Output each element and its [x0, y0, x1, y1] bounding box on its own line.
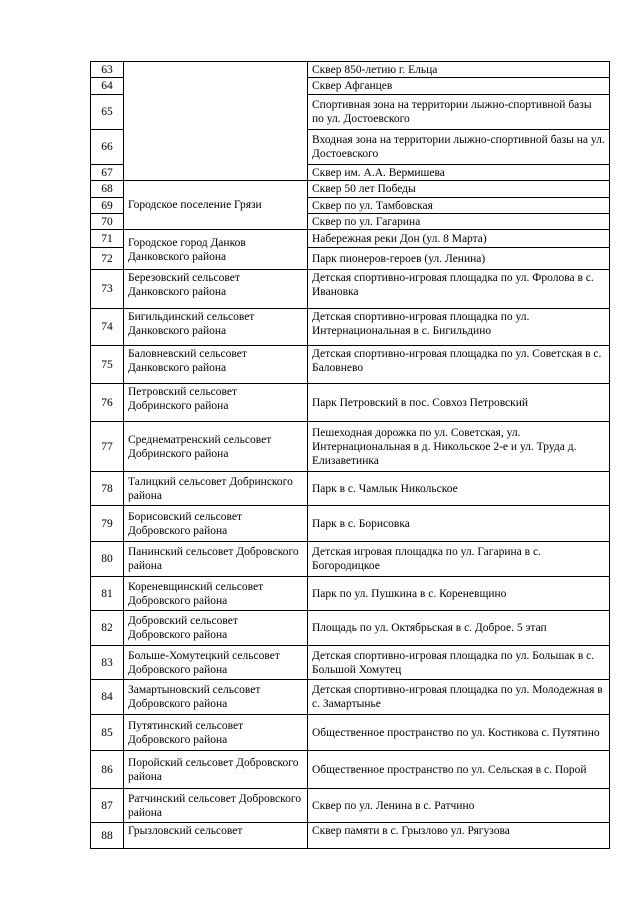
place-cell: Детская спортивно-игровая площадка по ул. Интернациональная в с. Бигильдино: [308, 309, 610, 346]
place-cell: Парк пионеров-героев (ул. Ленина): [308, 248, 610, 270]
municipality-line: Данковского района: [128, 250, 227, 263]
municipality-cell: [124, 62, 308, 181]
place-cell: Сквер 50 лет Победы: [308, 181, 610, 198]
table-row: [91, 346, 610, 384]
place-cell: Сквер по ул. Ленина в с. Ратчино: [308, 789, 610, 823]
table-row: [91, 823, 610, 849]
table-row: [91, 577, 610, 611]
place-cell: Детская спортивно-игровая площадка по ул. Советская в с. Баловнево: [308, 346, 610, 384]
table-row: [91, 646, 610, 680]
municipality-cell: Березовский сельсовет Данковского района: [124, 270, 308, 309]
row-number: 68: [91, 181, 124, 198]
row-number: 83: [91, 646, 124, 680]
municipality-cell: Петровский сельсовет Добринского района: [124, 384, 308, 422]
row-number: 76: [91, 384, 124, 422]
place-cell: Парк в с. Чамлык Никольское: [308, 472, 610, 506]
municipality-cell: Панинский сельсовет Добровского района: [124, 542, 308, 577]
municipality-cell: Замартыновский сельсовет Добровского района: [124, 680, 308, 715]
place-cell: Парк Петровский в пос. Совхоз Петровский: [308, 384, 610, 422]
table-row: [91, 506, 610, 542]
place-cell: Набережная реки Дон (ул. 8 Марта): [308, 230, 610, 248]
municipality-cell: Городское поселение Грязи: [124, 181, 308, 230]
place-cell: Площадь по ул. Октябрьская в с. Доброе. 5 этап: [308, 611, 610, 646]
table-row: [91, 309, 610, 346]
table-row: [91, 751, 610, 789]
municipality-cell: Баловневский сельсовет Данковского района: [124, 346, 308, 384]
municipality-cell: Среднематренский сельсовет Добринского района: [124, 422, 308, 472]
row-number: 87: [91, 789, 124, 823]
municipality-cell: Добровский сельсовет Добровского района: [124, 611, 308, 646]
municipality-cell: [124, 230, 308, 270]
municipality-cell: Больше-Хомутецкий сельсовет Добровского района: [124, 646, 308, 680]
place-cell: Входная зона на территории лыжно-спортивной базы на ул. Достоевского: [308, 130, 610, 165]
place-cell: Сквер памяти в с. Грызлово ул. Рягузова: [308, 823, 610, 849]
municipality-cell: Бигильдинский сельсовет Данковского района: [124, 309, 308, 346]
row-number: 72: [91, 248, 124, 270]
row-number: 67: [91, 165, 124, 181]
place-cell: Детская спортивно-игровая площадка по ул. Фролова в с. Ивановка: [308, 270, 610, 309]
table-row: [91, 62, 610, 78]
row-number: 88: [91, 823, 124, 849]
municipality-cell: Грызловский сельсовет: [124, 823, 308, 849]
place-cell: Сквер им. А.А. Вермишева: [308, 165, 610, 181]
place-cell: Сквер 850-летию г. Ельца: [308, 62, 610, 78]
row-number: 86: [91, 751, 124, 789]
place-cell: Сквер по ул. Тамбовская: [308, 198, 610, 214]
place-cell: Детская спортивно-игровая площадка по ул. Большак в с. Большой Хомутец: [308, 646, 610, 680]
table-row: [91, 715, 610, 751]
table-row: [91, 611, 610, 646]
row-number: 64: [91, 78, 124, 95]
table-row: [91, 270, 610, 309]
table-row: [91, 384, 610, 422]
row-number: 82: [91, 611, 124, 646]
place-cell: Детская игровая площадка по ул. Гагарина в с. Богородицкое: [308, 542, 610, 577]
row-number: 65: [91, 95, 124, 130]
place-cell: Пешеходная дорожка по ул. Советская, ул. Интернациональная в д. Никольское 2-е и ул. Труда д. Елизаветинка: [308, 422, 610, 472]
place-cell: Общественное пространство по ул. Костикова с. Путятино: [308, 715, 610, 751]
row-number: 84: [91, 680, 124, 715]
table-row: [91, 680, 610, 715]
place-cell: Парк по ул. Пушкина в с. Кореневщино: [308, 577, 610, 611]
row-number: 78: [91, 472, 124, 506]
row-number: 81: [91, 577, 124, 611]
table-row: [91, 472, 610, 506]
row-number: 85: [91, 715, 124, 751]
table-row: [91, 230, 610, 248]
place-cell: Спортивная зона на территории лыжно-спортивной базы по ул. Достоевского: [308, 95, 610, 130]
table-row: [91, 789, 610, 823]
municipality-cell: Путятинский сельсовет Добровского района: [124, 715, 308, 751]
places-table: [90, 61, 610, 849]
place-cell: Парк в с. Борисовка: [308, 506, 610, 542]
row-number: 63: [91, 62, 124, 78]
municipality-cell: Борисовский сельсовет Добровского района: [124, 506, 308, 542]
table-row: [91, 542, 610, 577]
place-cell: Детская спортивно-игровая площадка по ул. Молодежная в с. Замартынье: [308, 680, 610, 715]
row-number: 73: [91, 270, 124, 309]
row-number: 79: [91, 506, 124, 542]
municipality-line: Городское город Данков: [128, 236, 246, 249]
row-number: 75: [91, 346, 124, 384]
municipality-cell: Ратчинский сельсовет Добровского района: [124, 789, 308, 823]
place-cell: Сквер по ул. Гагарина: [308, 214, 610, 230]
row-number: 71: [91, 230, 124, 248]
row-number: 70: [91, 214, 124, 230]
row-number: 77: [91, 422, 124, 472]
row-number: 66: [91, 130, 124, 165]
municipality-cell: Кореневщинский сельсовет Добровского района: [124, 577, 308, 611]
table-row: [91, 422, 610, 472]
table-row: [91, 181, 610, 198]
municipality-cell: Поройский сельсовет Добровского района: [124, 751, 308, 789]
municipality-cell: Талицкий сельсовет Добринского района: [124, 472, 308, 506]
row-number: 74: [91, 309, 124, 346]
row-number: 80: [91, 542, 124, 577]
place-cell: Общественное пространство по ул. Сельская в с. Порой: [308, 751, 610, 789]
row-number: 69: [91, 198, 124, 214]
place-cell: Сквер Афганцев: [308, 78, 610, 95]
